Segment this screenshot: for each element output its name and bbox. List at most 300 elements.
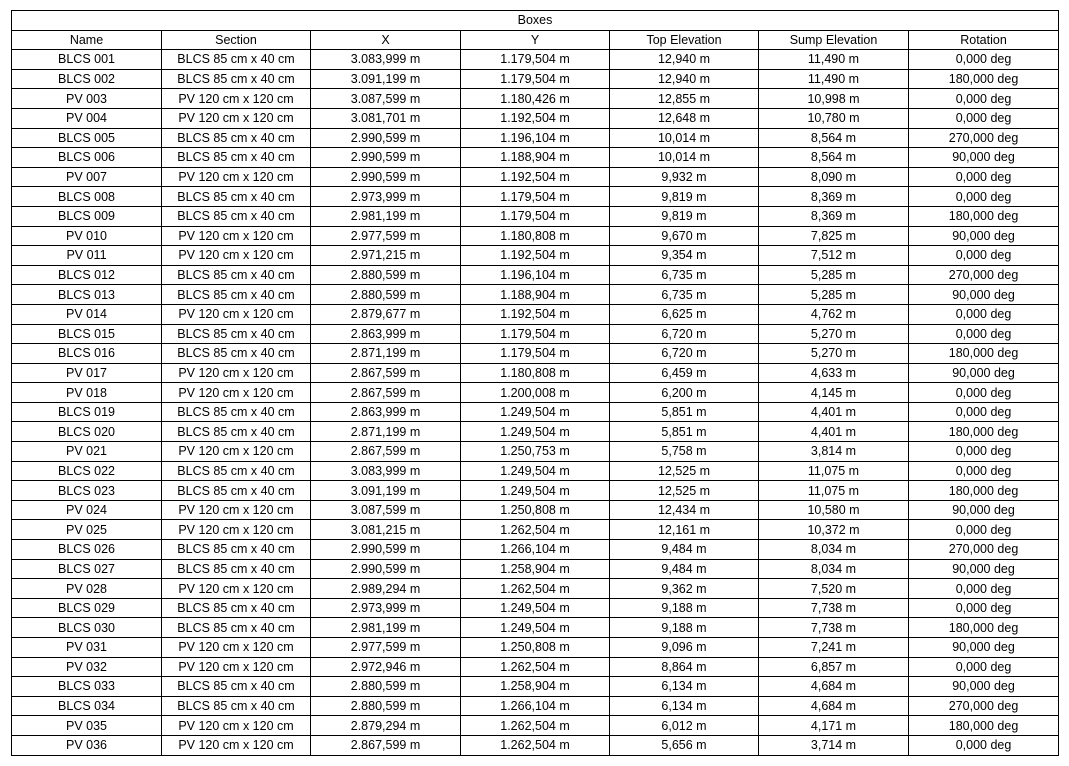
cell-top-elevation: 9,188 m — [610, 618, 759, 638]
cell-rotation: 0,000 deg — [909, 579, 1059, 599]
cell-section: PV 120 cm x 120 cm — [162, 363, 311, 383]
cell-top-elevation: 9,484 m — [610, 559, 759, 579]
cell-section: BLCS 85 cm x 40 cm — [162, 69, 311, 89]
cell-rotation: 90,000 deg — [909, 148, 1059, 168]
cell-section: BLCS 85 cm x 40 cm — [162, 344, 311, 364]
cell-rotation: 270,000 deg — [909, 128, 1059, 148]
table-row — [12, 148, 1059, 168]
cell-sump-elevation: 4,171 m — [759, 716, 909, 736]
table-row — [12, 363, 1059, 383]
cell-x: 2.971,215 m — [311, 246, 461, 266]
cell-top-elevation: 9,188 m — [610, 598, 759, 618]
cell-top-elevation: 9,819 m — [610, 187, 759, 207]
cell-section: PV 120 cm x 120 cm — [162, 167, 311, 187]
cell-rotation: 180,000 deg — [909, 481, 1059, 501]
cell-section: BLCS 85 cm x 40 cm — [162, 559, 311, 579]
cell-top-elevation: 12,855 m — [610, 89, 759, 109]
cell-section: BLCS 85 cm x 40 cm — [162, 128, 311, 148]
table-row — [12, 735, 1059, 755]
cell-rotation: 90,000 deg — [909, 638, 1059, 658]
cell-name: BLCS 012 — [12, 265, 162, 285]
table-row — [12, 246, 1059, 266]
cell-section: PV 120 cm x 120 cm — [162, 246, 311, 266]
cell-name: BLCS 002 — [12, 69, 162, 89]
cell-y: 1.179,504 m — [461, 50, 610, 70]
cell-x: 2.871,199 m — [311, 422, 461, 442]
cell-rotation: 0,000 deg — [909, 89, 1059, 109]
cell-x: 3.081,701 m — [311, 108, 461, 128]
cell-top-elevation: 5,758 m — [610, 442, 759, 462]
cell-sump-elevation: 4,633 m — [759, 363, 909, 383]
cell-sump-elevation: 5,270 m — [759, 324, 909, 344]
cell-name: PV 014 — [12, 304, 162, 324]
cell-section: PV 120 cm x 120 cm — [162, 520, 311, 540]
cell-section: BLCS 85 cm x 40 cm — [162, 618, 311, 638]
cell-x: 2.879,677 m — [311, 304, 461, 324]
cell-rotation: 0,000 deg — [909, 167, 1059, 187]
cell-top-elevation: 6,735 m — [610, 285, 759, 305]
cell-section: PV 120 cm x 120 cm — [162, 89, 311, 109]
cell-y: 1.179,504 m — [461, 187, 610, 207]
cell-y: 1.179,504 m — [461, 344, 610, 364]
cell-top-elevation: 6,200 m — [610, 383, 759, 403]
table-row — [12, 383, 1059, 403]
cell-rotation: 0,000 deg — [909, 324, 1059, 344]
cell-y: 1.250,808 m — [461, 500, 610, 520]
cell-x: 2.977,599 m — [311, 226, 461, 246]
table-row — [12, 304, 1059, 324]
cell-name: BLCS 026 — [12, 540, 162, 560]
cell-sump-elevation: 11,075 m — [759, 461, 909, 481]
cell-x: 2.879,294 m — [311, 716, 461, 736]
column-header-name: Name — [12, 30, 162, 50]
cell-top-elevation: 6,134 m — [610, 696, 759, 716]
table-row — [12, 324, 1059, 344]
cell-sump-elevation: 8,034 m — [759, 540, 909, 560]
table-row — [12, 187, 1059, 207]
cell-x: 2.990,599 m — [311, 167, 461, 187]
table-row — [12, 226, 1059, 246]
table-row — [12, 69, 1059, 89]
cell-top-elevation: 6,720 m — [610, 344, 759, 364]
cell-section: PV 120 cm x 120 cm — [162, 579, 311, 599]
cell-sump-elevation: 6,857 m — [759, 657, 909, 677]
cell-name: BLCS 033 — [12, 677, 162, 697]
cell-top-elevation: 6,720 m — [610, 324, 759, 344]
cell-sump-elevation: 7,825 m — [759, 226, 909, 246]
cell-rotation: 0,000 deg — [909, 520, 1059, 540]
cell-name: PV 028 — [12, 579, 162, 599]
cell-top-elevation: 12,434 m — [610, 500, 759, 520]
cell-y: 1.262,504 m — [461, 657, 610, 677]
cell-sump-elevation: 4,684 m — [759, 696, 909, 716]
cell-y: 1.249,504 m — [461, 402, 610, 422]
cell-top-elevation: 6,012 m — [610, 716, 759, 736]
cell-name: PV 024 — [12, 500, 162, 520]
cell-name: PV 035 — [12, 716, 162, 736]
column-header-x: X — [311, 30, 461, 50]
cell-sump-elevation: 11,490 m — [759, 50, 909, 70]
cell-section: PV 120 cm x 120 cm — [162, 716, 311, 736]
cell-top-elevation: 10,014 m — [610, 128, 759, 148]
cell-y: 1.179,504 m — [461, 206, 610, 226]
cell-x: 2.880,599 m — [311, 285, 461, 305]
cell-top-elevation: 9,819 m — [610, 206, 759, 226]
table-row — [12, 89, 1059, 109]
cell-section: PV 120 cm x 120 cm — [162, 226, 311, 246]
cell-x: 2.990,599 m — [311, 148, 461, 168]
cell-sump-elevation: 4,145 m — [759, 383, 909, 403]
cell-top-elevation: 6,735 m — [610, 265, 759, 285]
cell-section: PV 120 cm x 120 cm — [162, 500, 311, 520]
cell-sump-elevation: 8,034 m — [759, 559, 909, 579]
cell-rotation: 180,000 deg — [909, 716, 1059, 736]
cell-x: 2.880,599 m — [311, 677, 461, 697]
cell-y: 1.249,504 m — [461, 461, 610, 481]
cell-top-elevation: 12,648 m — [610, 108, 759, 128]
cell-rotation: 0,000 deg — [909, 108, 1059, 128]
cell-top-elevation: 12,161 m — [610, 520, 759, 540]
cell-name: PV 017 — [12, 363, 162, 383]
cell-top-elevation: 12,940 m — [610, 69, 759, 89]
column-header-top-elevation: Top Elevation — [610, 30, 759, 50]
cell-x: 3.091,199 m — [311, 69, 461, 89]
cell-name: PV 036 — [12, 735, 162, 755]
cell-x: 2.990,599 m — [311, 540, 461, 560]
cell-x: 2.871,199 m — [311, 344, 461, 364]
cell-rotation: 90,000 deg — [909, 500, 1059, 520]
cell-y: 1.180,808 m — [461, 363, 610, 383]
table-row — [12, 461, 1059, 481]
cell-section: BLCS 85 cm x 40 cm — [162, 50, 311, 70]
cell-x: 2.973,999 m — [311, 598, 461, 618]
cell-sump-elevation: 5,285 m — [759, 285, 909, 305]
cell-sump-elevation: 4,401 m — [759, 402, 909, 422]
cell-name: PV 031 — [12, 638, 162, 658]
cell-section: BLCS 85 cm x 40 cm — [162, 148, 311, 168]
table-row — [12, 481, 1059, 501]
boxes-schedule-table — [11, 10, 1059, 756]
table-row — [12, 422, 1059, 442]
cell-y: 1.192,504 m — [461, 167, 610, 187]
cell-sump-elevation: 11,075 m — [759, 481, 909, 501]
cell-top-elevation: 9,932 m — [610, 167, 759, 187]
cell-top-elevation: 12,940 m — [610, 50, 759, 70]
cell-x: 2.973,999 m — [311, 187, 461, 207]
cell-x: 2.972,946 m — [311, 657, 461, 677]
column-header-section: Section — [162, 30, 311, 50]
cell-sump-elevation: 3,714 m — [759, 735, 909, 755]
cell-name: PV 021 — [12, 442, 162, 462]
cell-y: 1.192,504 m — [461, 304, 610, 324]
cell-rotation: 0,000 deg — [909, 735, 1059, 755]
cell-section: BLCS 85 cm x 40 cm — [162, 187, 311, 207]
cell-rotation: 0,000 deg — [909, 461, 1059, 481]
cell-y: 1.262,504 m — [461, 579, 610, 599]
cell-y: 1.249,504 m — [461, 422, 610, 442]
cell-rotation: 180,000 deg — [909, 422, 1059, 442]
cell-sump-elevation: 7,738 m — [759, 618, 909, 638]
table-body — [12, 50, 1059, 755]
cell-top-elevation: 9,362 m — [610, 579, 759, 599]
cell-x: 2.867,599 m — [311, 363, 461, 383]
cell-top-elevation: 9,096 m — [610, 638, 759, 658]
cell-name: BLCS 022 — [12, 461, 162, 481]
cell-y: 1.266,104 m — [461, 696, 610, 716]
cell-x: 2.867,599 m — [311, 442, 461, 462]
cell-sump-elevation: 3,814 m — [759, 442, 909, 462]
table-row — [12, 167, 1059, 187]
cell-x: 3.081,215 m — [311, 520, 461, 540]
cell-x: 2.863,999 m — [311, 324, 461, 344]
table-row — [12, 540, 1059, 560]
cell-y: 1.179,504 m — [461, 324, 610, 344]
cell-y: 1.196,104 m — [461, 128, 610, 148]
cell-section: BLCS 85 cm x 40 cm — [162, 696, 311, 716]
column-header-sump-elevation: Sump Elevation — [759, 30, 909, 50]
cell-rotation: 0,000 deg — [909, 657, 1059, 677]
cell-top-elevation: 5,851 m — [610, 402, 759, 422]
cell-section: BLCS 85 cm x 40 cm — [162, 324, 311, 344]
cell-y: 1.180,808 m — [461, 226, 610, 246]
cell-x: 2.880,599 m — [311, 696, 461, 716]
cell-y: 1.188,904 m — [461, 285, 610, 305]
cell-section: BLCS 85 cm x 40 cm — [162, 402, 311, 422]
cell-name: BLCS 001 — [12, 50, 162, 70]
cell-name: PV 004 — [12, 108, 162, 128]
cell-rotation: 270,000 deg — [909, 696, 1059, 716]
table-row — [12, 500, 1059, 520]
table-row — [12, 657, 1059, 677]
cell-top-elevation: 9,354 m — [610, 246, 759, 266]
table-row — [12, 265, 1059, 285]
cell-y: 1.249,504 m — [461, 618, 610, 638]
table-row — [12, 638, 1059, 658]
cell-top-elevation: 5,851 m — [610, 422, 759, 442]
cell-top-elevation: 6,625 m — [610, 304, 759, 324]
cell-rotation: 270,000 deg — [909, 540, 1059, 560]
cell-top-elevation: 9,670 m — [610, 226, 759, 246]
cell-y: 1.180,426 m — [461, 89, 610, 109]
header-row — [12, 30, 1059, 50]
cell-sump-elevation: 8,369 m — [759, 206, 909, 226]
cell-section: PV 120 cm x 120 cm — [162, 442, 311, 462]
cell-x: 2.989,294 m — [311, 579, 461, 599]
cell-rotation: 180,000 deg — [909, 69, 1059, 89]
cell-y: 1.249,504 m — [461, 481, 610, 501]
cell-rotation: 0,000 deg — [909, 187, 1059, 207]
cell-name: PV 011 — [12, 246, 162, 266]
cell-x: 2.981,199 m — [311, 206, 461, 226]
cell-name: BLCS 016 — [12, 344, 162, 364]
cell-y: 1.258,904 m — [461, 677, 610, 697]
cell-sump-elevation: 4,762 m — [759, 304, 909, 324]
cell-y: 1.200,008 m — [461, 383, 610, 403]
cell-section: BLCS 85 cm x 40 cm — [162, 206, 311, 226]
cell-name: PV 010 — [12, 226, 162, 246]
cell-sump-elevation: 8,090 m — [759, 167, 909, 187]
cell-sump-elevation: 10,580 m — [759, 500, 909, 520]
cell-section: PV 120 cm x 120 cm — [162, 304, 311, 324]
cell-rotation: 0,000 deg — [909, 304, 1059, 324]
cell-name: BLCS 034 — [12, 696, 162, 716]
cell-section: PV 120 cm x 120 cm — [162, 383, 311, 403]
table-row — [12, 579, 1059, 599]
cell-section: PV 120 cm x 120 cm — [162, 735, 311, 755]
cell-section: BLCS 85 cm x 40 cm — [162, 422, 311, 442]
cell-rotation: 90,000 deg — [909, 363, 1059, 383]
table-row — [12, 559, 1059, 579]
cell-y: 1.262,504 m — [461, 735, 610, 755]
table-row — [12, 716, 1059, 736]
cell-y: 1.250,808 m — [461, 638, 610, 658]
cell-top-elevation: 9,484 m — [610, 540, 759, 560]
table-row — [12, 108, 1059, 128]
cell-x: 3.087,599 m — [311, 500, 461, 520]
table-row — [12, 402, 1059, 422]
cell-rotation: 90,000 deg — [909, 559, 1059, 579]
table-row — [12, 677, 1059, 697]
cell-rotation: 0,000 deg — [909, 383, 1059, 403]
cell-sump-elevation: 10,780 m — [759, 108, 909, 128]
cell-top-elevation: 6,134 m — [610, 677, 759, 697]
cell-section: BLCS 85 cm x 40 cm — [162, 265, 311, 285]
cell-top-elevation: 5,656 m — [610, 735, 759, 755]
table-row — [12, 442, 1059, 462]
cell-x: 2.977,599 m — [311, 638, 461, 658]
cell-x: 3.083,999 m — [311, 461, 461, 481]
cell-section: BLCS 85 cm x 40 cm — [162, 598, 311, 618]
cell-rotation: 90,000 deg — [909, 226, 1059, 246]
cell-sump-elevation: 5,270 m — [759, 344, 909, 364]
cell-rotation: 0,000 deg — [909, 598, 1059, 618]
cell-sump-elevation: 8,369 m — [759, 187, 909, 207]
cell-name: PV 018 — [12, 383, 162, 403]
cell-sump-elevation: 7,241 m — [759, 638, 909, 658]
cell-rotation: 180,000 deg — [909, 618, 1059, 638]
cell-name: BLCS 005 — [12, 128, 162, 148]
cell-sump-elevation: 8,564 m — [759, 148, 909, 168]
cell-rotation: 180,000 deg — [909, 206, 1059, 226]
cell-name: PV 003 — [12, 89, 162, 109]
cell-sump-elevation: 5,285 m — [759, 265, 909, 285]
cell-top-elevation: 8,864 m — [610, 657, 759, 677]
cell-name: BLCS 008 — [12, 187, 162, 207]
column-header-rotation: Rotation — [909, 30, 1059, 50]
table-row — [12, 696, 1059, 716]
cell-top-elevation: 12,525 m — [610, 481, 759, 501]
cell-y: 1.262,504 m — [461, 716, 610, 736]
cell-rotation: 90,000 deg — [909, 285, 1059, 305]
cell-y: 1.192,504 m — [461, 246, 610, 266]
table-row — [12, 344, 1059, 364]
cell-section: BLCS 85 cm x 40 cm — [162, 461, 311, 481]
cell-x: 2.990,599 m — [311, 559, 461, 579]
cell-x: 3.087,599 m — [311, 89, 461, 109]
cell-top-elevation: 12,525 m — [610, 461, 759, 481]
cell-name: BLCS 029 — [12, 598, 162, 618]
cell-y: 1.258,904 m — [461, 559, 610, 579]
table-row — [12, 128, 1059, 148]
cell-name: BLCS 030 — [12, 618, 162, 638]
table-row — [12, 285, 1059, 305]
cell-y: 1.266,104 m — [461, 540, 610, 560]
cell-rotation: 0,000 deg — [909, 442, 1059, 462]
cell-y: 1.188,904 m — [461, 148, 610, 168]
cell-section: PV 120 cm x 120 cm — [162, 108, 311, 128]
cell-section: BLCS 85 cm x 40 cm — [162, 285, 311, 305]
cell-rotation: 0,000 deg — [909, 50, 1059, 70]
cell-y: 1.249,504 m — [461, 598, 610, 618]
table-row — [12, 520, 1059, 540]
cell-x: 2.990,599 m — [311, 128, 461, 148]
cell-sump-elevation: 4,401 m — [759, 422, 909, 442]
cell-top-elevation: 10,014 m — [610, 148, 759, 168]
title-row — [12, 11, 1059, 31]
cell-x: 2.867,599 m — [311, 383, 461, 403]
table-row — [12, 50, 1059, 70]
cell-name: PV 007 — [12, 167, 162, 187]
cell-name: BLCS 015 — [12, 324, 162, 344]
cell-name: BLCS 023 — [12, 481, 162, 501]
cell-y: 1.196,104 m — [461, 265, 610, 285]
cell-sump-elevation: 4,684 m — [759, 677, 909, 697]
cell-x: 3.083,999 m — [311, 50, 461, 70]
cell-x: 2.867,599 m — [311, 735, 461, 755]
cell-name: PV 025 — [12, 520, 162, 540]
cell-name: BLCS 020 — [12, 422, 162, 442]
cell-rotation: 0,000 deg — [909, 246, 1059, 266]
cell-sump-elevation: 8,564 m — [759, 128, 909, 148]
cell-sump-elevation: 10,998 m — [759, 89, 909, 109]
table-row — [12, 618, 1059, 638]
cell-sump-elevation: 7,738 m — [759, 598, 909, 618]
cell-top-elevation: 6,459 m — [610, 363, 759, 383]
table-row — [12, 206, 1059, 226]
cell-section: PV 120 cm x 120 cm — [162, 657, 311, 677]
cell-y: 1.262,504 m — [461, 520, 610, 540]
cell-section: BLCS 85 cm x 40 cm — [162, 481, 311, 501]
cell-sump-elevation: 10,372 m — [759, 520, 909, 540]
cell-x: 2.880,599 m — [311, 265, 461, 285]
cell-section: PV 120 cm x 120 cm — [162, 638, 311, 658]
cell-section: BLCS 85 cm x 40 cm — [162, 677, 311, 697]
cell-y: 1.250,753 m — [461, 442, 610, 462]
cell-sump-elevation: 11,490 m — [759, 69, 909, 89]
cell-name: BLCS 019 — [12, 402, 162, 422]
cell-name: BLCS 013 — [12, 285, 162, 305]
cell-rotation: 0,000 deg — [909, 402, 1059, 422]
cell-sump-elevation: 7,520 m — [759, 579, 909, 599]
cell-rotation: 180,000 deg — [909, 344, 1059, 364]
cell-y: 1.179,504 m — [461, 69, 610, 89]
cell-x: 3.091,199 m — [311, 481, 461, 501]
cell-y: 1.192,504 m — [461, 108, 610, 128]
cell-name: BLCS 009 — [12, 206, 162, 226]
cell-name: BLCS 027 — [12, 559, 162, 579]
cell-rotation: 90,000 deg — [909, 677, 1059, 697]
cell-name: BLCS 006 — [12, 148, 162, 168]
cell-x: 2.981,199 m — [311, 618, 461, 638]
cell-name: PV 032 — [12, 657, 162, 677]
cell-x: 2.863,999 m — [311, 402, 461, 422]
column-header-y: Y — [461, 30, 610, 50]
table-row — [12, 598, 1059, 618]
table-title: Boxes — [12, 11, 1059, 31]
cell-rotation: 270,000 deg — [909, 265, 1059, 285]
cell-section: BLCS 85 cm x 40 cm — [162, 540, 311, 560]
cell-sump-elevation: 7,512 m — [759, 246, 909, 266]
